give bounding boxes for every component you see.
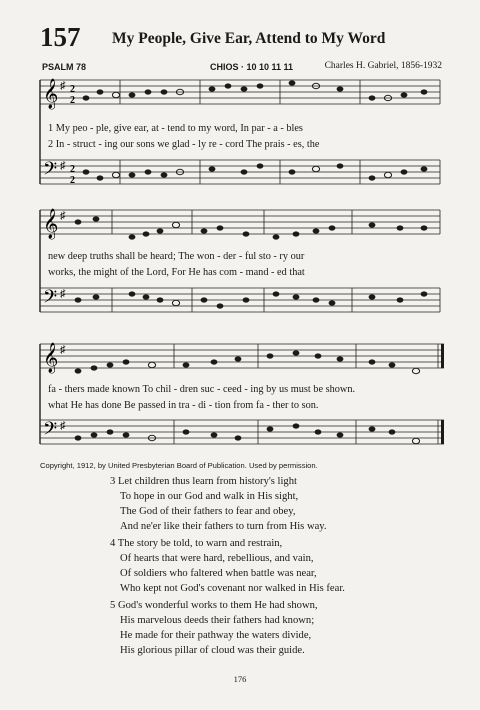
verse-line: To hope in our God and walk in His sight, — [120, 491, 299, 502]
verse-line: 3 Let children thus learn from history's light — [110, 476, 297, 487]
tune-name: CHIOS · 10 10 11 11 — [210, 62, 294, 72]
copyright-notice: Copyright, 1912, by United Presbyterian Board of Publication. Used by permission. — [40, 461, 318, 470]
verse-line: 5 God's wonderful works to them He had shown, — [110, 600, 318, 611]
psalm-reference: PSALM 78 — [42, 62, 87, 72]
verse-3 — [110, 474, 327, 534]
svg-text:𝄞: 𝄞 — [43, 209, 59, 239]
verse-line: The God of their fathers to fear and obey, — [120, 506, 296, 517]
page-number: 176 — [233, 674, 247, 684]
hymn-number: 157 — [40, 22, 81, 52]
verse-line: He made for their pathway the waters divide, — [120, 630, 312, 641]
verse-line: Who kept not God's covenant nor walked in His fear. — [120, 583, 345, 594]
svg-text:2: 2 — [70, 164, 75, 175]
lyric-line-1-verse-2: 2 In - struct - ing our sons we glad - ly re - cord The prais - es, the — [48, 139, 320, 150]
verse-line: And ne'er like their fathers to turn from His way. — [120, 521, 327, 532]
hymn-title: My People, Give Ear, Attend to My Word — [112, 30, 386, 47]
svg-text:♯: ♯ — [60, 210, 66, 222]
verse-line: Of hearts that were hard, rebellious, and vain, — [120, 553, 314, 564]
verse-line: His marvelous deeds their fathers had known; — [120, 615, 315, 626]
svg-text:𝄢: 𝄢 — [43, 287, 58, 312]
svg-text:2: 2 — [70, 175, 75, 186]
lyric-line-3-verse-2: what He has done Be passed in tra - di - tion from fa - ther to son. — [48, 400, 319, 411]
verse-line: His glorious pillar of cloud was their guide. — [120, 645, 305, 656]
svg-text:2: 2 — [70, 84, 75, 95]
verse-line: 4 The story be told, to warn and restrain, — [110, 538, 283, 549]
music-system-3 — [0, 338, 480, 456]
svg-text:♯: ♯ — [60, 344, 66, 356]
lyric-line-1-verse-1: 1 My peo - ple, give ear, at - tend to my word, In par - a - bles — [48, 123, 303, 134]
svg-text:𝄢: 𝄢 — [43, 159, 58, 184]
verse-4 — [110, 536, 345, 596]
svg-text:2: 2 — [70, 95, 75, 106]
music-system-2 — [0, 204, 480, 324]
composer-credit: Charles H. Gabriel, 1856-1932 — [324, 61, 442, 71]
lyric-line-3-verse-1: fa - thers made known To chil - dren suc - ceed - ing by us must be shown. — [48, 384, 356, 395]
svg-text:♯: ♯ — [60, 80, 66, 92]
svg-text:𝄞: 𝄞 — [43, 343, 59, 373]
svg-text:♯: ♯ — [60, 420, 66, 432]
verse-line: Of soldiers who faltered when battle was near, — [120, 568, 317, 579]
lyric-line-2-verse-1: new deep truths shall be heard; The won - der - ful sto - ry our — [48, 251, 305, 262]
lyric-line-2-verse-2: works, the might of the Lord, For He has com - mand - ed that — [48, 267, 305, 278]
svg-text:𝄞: 𝄞 — [43, 79, 59, 109]
svg-text:♯: ♯ — [60, 288, 66, 300]
verse-5 — [110, 598, 318, 658]
svg-text:𝄢: 𝄢 — [43, 419, 58, 444]
svg-text:♯: ♯ — [60, 160, 66, 172]
